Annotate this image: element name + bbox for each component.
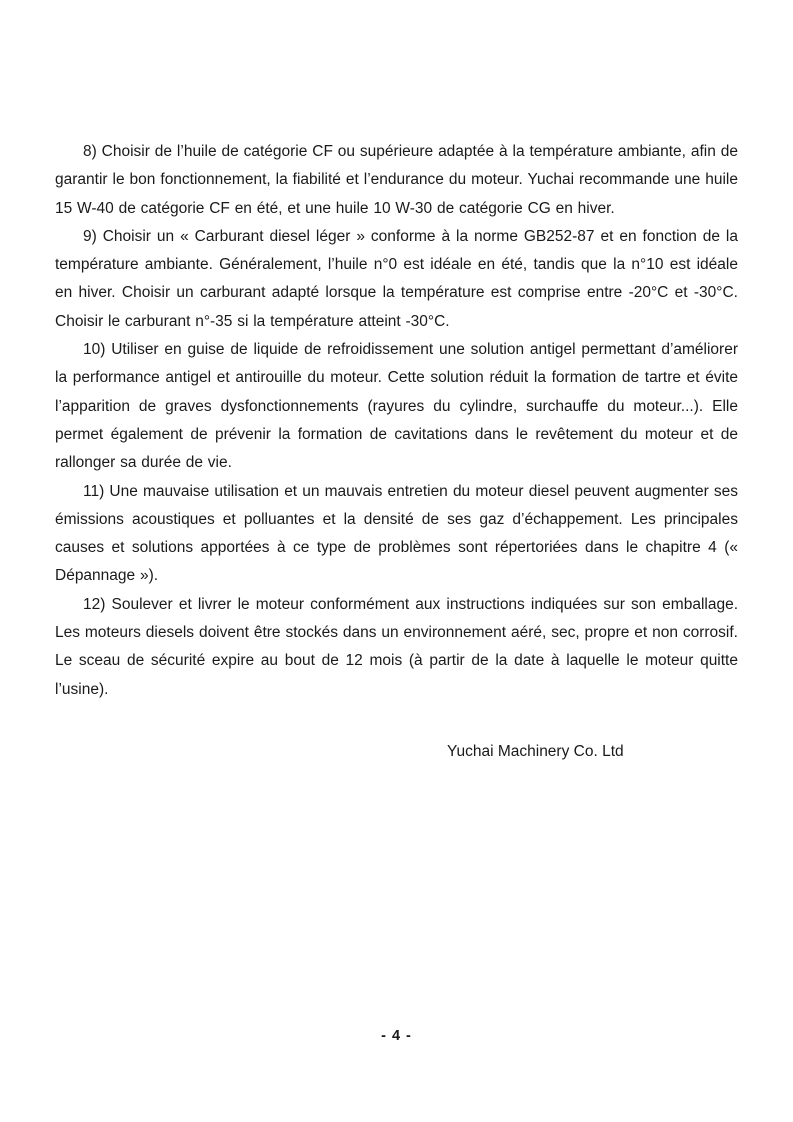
paragraph-9: 9) Choisir un « Carburant diesel léger » conforme à la norme GB252-87 et en fonction de la température ambiante. Généralement, l’huile n°0 est idéale en été, tandis que la n°10 est idéale en hiver. Choisir un carburant adapté lorsque la température est comprise entre -20°C et -30°C. Choisir le carburant n°-35 si la température atteint -30°C. xyxy=(55,227,738,330)
paragraph-11: 11) Une mauvaise utilisation et un mauvais entretien du moteur diesel peuvent augmenter ses émissions acoustiques et polluantes et la densité de ses gaz d’échappement. Les principales causes et solutions apportées à ce type de problèmes sont répertoriées dans le chapitre 4 (« Dépannage »). xyxy=(55,482,738,585)
document-body xyxy=(55,138,738,766)
paragraph-12: 12) Soulever et livrer le moteur conformément aux instructions indiquées sur son emballage. Les moteurs diesels doivent être stockés dans un environnement aéré, sec, propre et non corrosif. Le sceau de sécurité expire au bout de 12 mois (à partir de la date à laquelle le moteur quitte l’usine). xyxy=(55,595,738,698)
paragraph-10: 10) Utiliser en guise de liquide de refroidissement une solution antigel permettant d’améliorer la performance antigel et antirouille du moteur. Cette solution réduit la formation de tartre et évite l’apparition de graves dysfonctionnements (rayures du cylindre, surchauffe du moteur...). Elle permet également de prévenir la formation de cavitations dans le revêtement du moteur et de rallonger sa durée de vie. xyxy=(55,341,738,472)
paragraph-8: 8) Choisir de l’huile de catégorie CF ou supérieure adaptée à la température ambiante, afin de garantir le bon fonctionnement, la fiabilité et l’endurance du moteur. Yuchai recommande une huile 15 W-40 de catégorie CF en été, et une huile 10 W-30 de catégorie CG en hiver. xyxy=(55,143,738,217)
page-number: - 4 - xyxy=(381,1028,412,1044)
company-signature: Yuchai Machinery Co. Ltd xyxy=(447,742,624,760)
